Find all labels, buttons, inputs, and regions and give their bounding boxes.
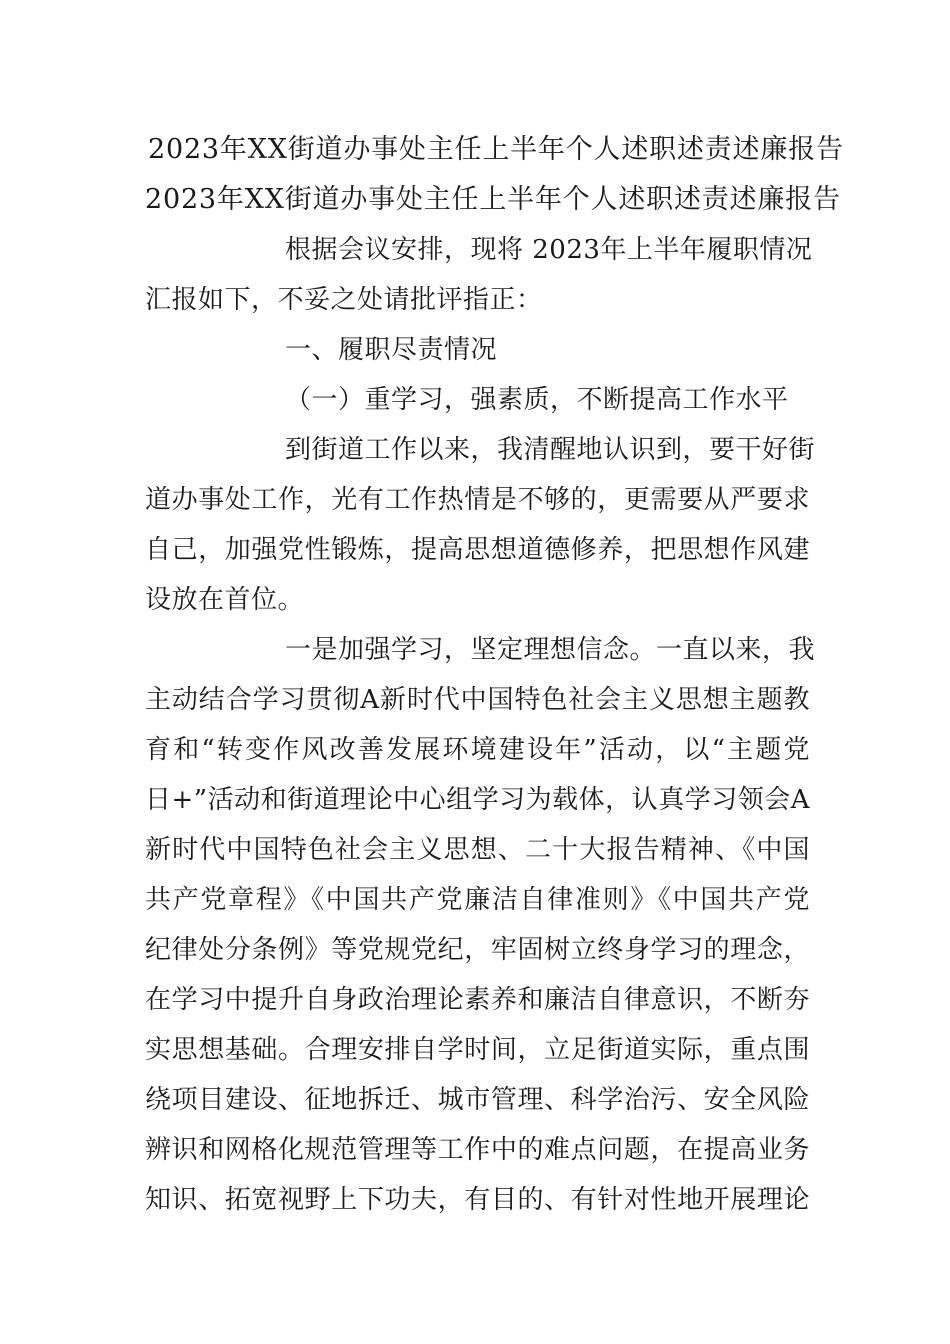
paragraph-line: 实思想基础。合理安排自学时间，立足街道实际，重点围 [145, 1035, 810, 1065]
paragraph-line: 新时代中国特色社会主义思想、二十大报告精神、《中国 [145, 835, 810, 865]
document-title-line-2: 2023年XX街道办事处主任上半年个人述职述责述廉报告 [145, 184, 841, 215]
section-heading: 一、履职尽责情况 [285, 335, 498, 365]
subsection-heading: （一）重学习，强素质，不断提高工作水平 [285, 385, 789, 415]
paragraph-line: 设放在首位。 [145, 585, 305, 615]
document-title-line-1: 2023年XX街道办事处主任上半年个人述职述责述廉报告 [148, 134, 844, 165]
paragraph-line: 自己，加强党性锻炼，提高思想道德修养，把思想作风建 [145, 535, 810, 565]
paragraph-line: 主动结合学习贯彻A新时代中国特色社会主义思想主题教 [145, 685, 810, 715]
paragraph-line: 纪律处分条例》等党规党纪，牢固树立终身学习的理念， [145, 935, 810, 965]
paragraph-line: 知识、拓宽视野上下功夫，有目的、有针对性地开展理论 [145, 1185, 810, 1215]
paragraph-line: 汇报如下，不妥之处请批评指正： [145, 285, 543, 315]
paragraph-line: 绕项目建设、征地拆迁、城市管理、科学治污、安全风险 [145, 1085, 810, 1115]
paragraph-line: 共产党章程》《中国共产党廉洁自律准则》《中国共产党 [145, 885, 810, 915]
paragraph-line: 在学习中提升自身政治理论素养和廉洁自律意识，不断夯 [145, 985, 810, 1015]
paragraph-line: 日+”活动和街道理论中心组学习为载体，认真学习领会A [145, 785, 810, 815]
paragraph-line: 育和“转变作风改善发展环境建设年”活动，以“主题党 [145, 735, 810, 765]
paragraph-line: 道办事处工作，光有工作热情是不够的，更需要从严要求 [145, 485, 810, 515]
paragraph-line: 根据会议安排，现将 2023年上半年履职情况 [285, 235, 813, 265]
paragraph-line: 辨识和网格化规范管理等工作中的难点问题，在提高业务 [145, 1135, 810, 1165]
paragraph-line: 一是加强学习，坚定理想信念。一直以来，我 [285, 635, 816, 665]
paragraph-line: 到街道工作以来，我清醒地认识到，要干好街 [285, 435, 816, 465]
